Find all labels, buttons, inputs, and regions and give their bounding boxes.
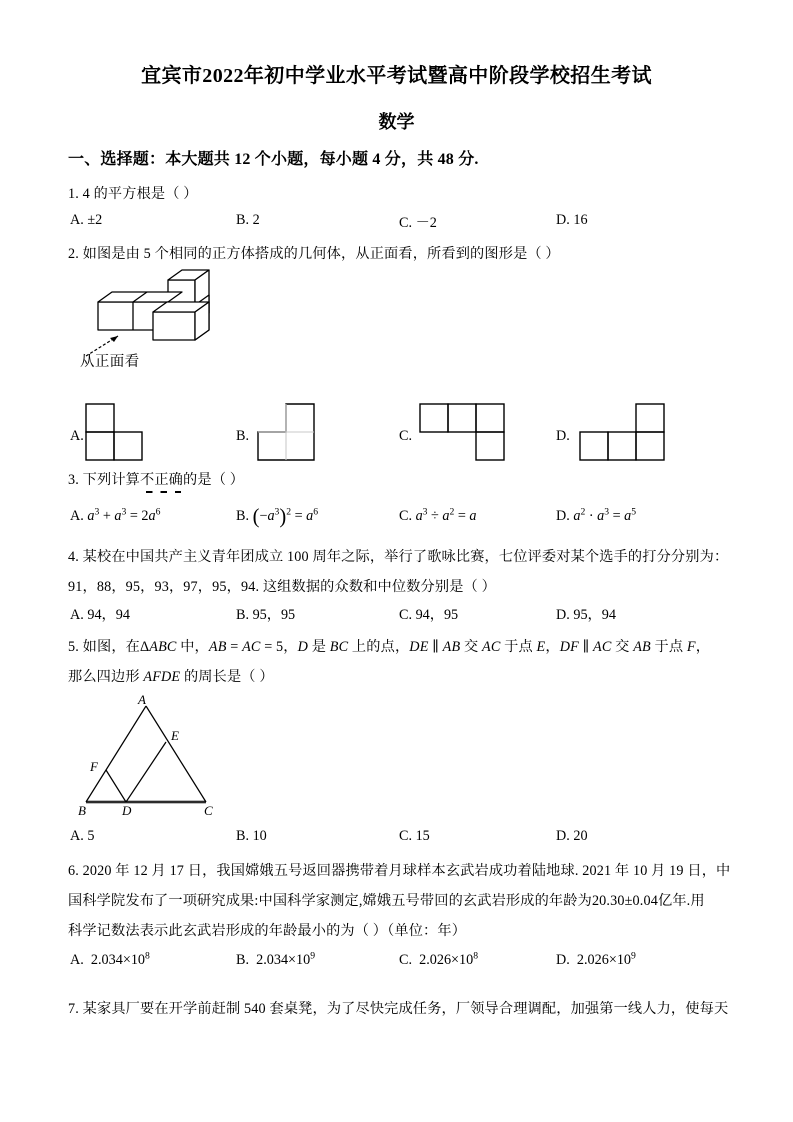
question-1-options xyxy=(0,212,793,232)
option-2-D-shape[interactable] xyxy=(580,404,700,464)
five-cube-solid-figure xyxy=(80,268,255,348)
question-4-options xyxy=(0,604,793,624)
svg-text:B: B xyxy=(78,803,86,818)
svg-text:C: C xyxy=(204,803,213,818)
question-4-line-1: 4. 某校在中国共产主义青年团成立 100 周年之际，举行了歌咏比赛，七位评委对某个选手的打分分别为： xyxy=(68,549,729,565)
option-1-B[interactable]: B. 2 xyxy=(236,212,260,228)
question-6-line-3: 科学记数法表示此玄武岩形成的年龄最小的为（ ）（单位：年） xyxy=(68,923,467,939)
question-2-stem: 2. 如图是由 5 个相同的正方体搭成的几何体，从正面看，所看到的图形是（ ） xyxy=(68,246,560,262)
option-4-D[interactable]: D. 95，94 xyxy=(556,607,616,623)
option-1-D[interactable]: D. 16 xyxy=(556,212,588,228)
option-4-B[interactable]: B. 95，95 xyxy=(236,607,296,623)
triangle-abc-figure xyxy=(78,692,263,818)
subject-title: 数学 xyxy=(378,112,415,132)
question-3-stem-after: 的是（ ） xyxy=(183,472,245,488)
question-3-stem xyxy=(68,471,244,490)
question-1-stem: 1. 4 的平方根是（ ） xyxy=(68,186,198,202)
option-2-C-shape[interactable] xyxy=(420,404,540,464)
option-3-C[interactable]: C. $a^3 \div a^2 = a$ xyxy=(399,506,477,524)
option-2-D-label[interactable]: D. xyxy=(556,428,570,444)
option-2-C-label[interactable]: C. xyxy=(399,428,413,444)
option-3-B[interactable]: B. $(-a^3)^2 = a^6$ xyxy=(236,506,319,529)
question-5-line-1: 5. 如图，在ΔABC 中，AB = AC = 5，D 是 BC 上的点，DE ∥ AB 交 AC 于点 E，DF ∥ AC 交 AB 于点 F， xyxy=(68,639,711,655)
question-5-line-2: 那么四边形 AFDE 的周长是（ ） xyxy=(68,669,274,685)
question-7-line-1: 7. 某家具厂要在开学前赶制 540 套桌凳，为了尽快完成任务，厂领导合理调配，加强第一线人力，使每天 xyxy=(68,1001,729,1017)
option-5-C[interactable]: C. 15 xyxy=(399,828,430,844)
question-2-figure-caption: 从正面看 xyxy=(80,354,140,370)
option-1-C[interactable]: C. －2 xyxy=(399,215,437,231)
option-4-C[interactable]: C. 94，95 xyxy=(399,607,459,623)
page-title: 宜宾市2022年初中学业水平考试暨高中阶段学校招生考试 xyxy=(141,65,652,87)
option-6-C[interactable]: C. $2.026\times 10^8$ xyxy=(399,950,479,968)
svg-text:E: E xyxy=(171,728,179,743)
question-6-options xyxy=(0,952,793,976)
option-2-B-label[interactable]: B. xyxy=(236,428,250,444)
option-5-D[interactable]: D. 20 xyxy=(556,828,588,844)
question-5-options xyxy=(0,828,793,848)
question-4-line-2: 91，88，95，93，97，95，94. 这组数据的众数和中位数分别是（ ） xyxy=(68,579,496,595)
question-3-options xyxy=(0,508,793,532)
question-3-stem-emphasis: 不正确 xyxy=(140,472,184,488)
option-2-B-shape[interactable] xyxy=(258,404,368,464)
svg-text:F: F xyxy=(90,759,98,774)
option-5-B[interactable]: B. 10 xyxy=(236,828,267,844)
svg-text:A: A xyxy=(138,692,146,707)
option-2-A-label[interactable]: A. xyxy=(70,428,84,444)
option-6-D[interactable]: D. $2.026\times 10^9$ xyxy=(556,950,636,968)
question-3-stem-before: 3. 下列计算 xyxy=(68,472,140,488)
question-6-line-2: 国科学院发布了一项研究成果:中国科学家测定,嫦娥五号带回的玄武岩形成的年龄为20.30±0.04亿年.用 xyxy=(68,893,705,909)
option-6-A[interactable]: A. $2.034\times 10^8$ xyxy=(70,950,150,968)
option-1-A[interactable]: A. ±2 xyxy=(70,212,103,228)
option-3-D[interactable]: D. $a^2 \cdot a^3 = a^5$ xyxy=(556,506,637,524)
option-5-A[interactable]: A. 5 xyxy=(70,828,95,844)
option-2-A-shape[interactable] xyxy=(86,404,196,464)
svg-text:D: D xyxy=(122,803,132,818)
option-6-B[interactable]: B. $2.034\times 10^9$ xyxy=(236,950,316,968)
question-6-line-1: 6. 2020 年 12 月 17 日，我国嫦娥五号返回器携带着月球样本玄武岩成功着陆地球. 2021 年 10 月 19 日，中 xyxy=(68,863,731,879)
section-heading: 一、选择题：本大题共 12 个小题，每小题 4 分，共 48 分. xyxy=(68,151,479,168)
option-4-A[interactable]: A. 94，94 xyxy=(70,607,130,623)
option-3-A[interactable]: A. $a^3 + a^3 = 2a^6$ xyxy=(70,506,161,524)
